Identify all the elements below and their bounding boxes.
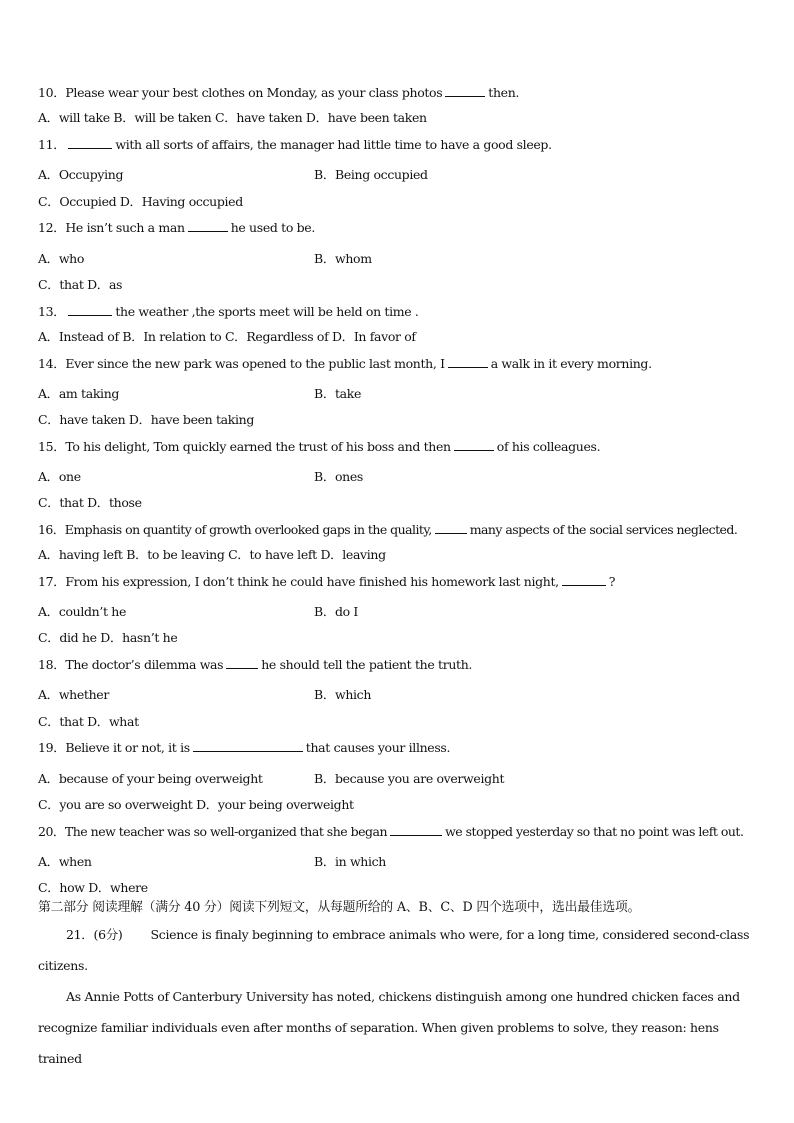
question-number: 16． <box>38 522 65 537</box>
question-13-stem <box>38 303 419 320</box>
passage-text: citizens. <box>38 958 88 973</box>
stem-text: he should tell the patient the truth. <box>261 657 473 672</box>
answer-blank <box>188 219 228 232</box>
question-number: 18． <box>38 657 66 672</box>
question-15-option-a: A．one <box>38 469 81 484</box>
question-14-option-b: B．take <box>314 386 362 401</box>
question-18-option-b: B．which <box>314 687 372 702</box>
question-18-stem <box>38 656 472 673</box>
question-number: 11． <box>38 137 66 152</box>
question-16-stem <box>38 521 737 538</box>
question-11-option-cd: C．Occupied D．Having occupied <box>38 194 243 209</box>
question-16-options: A．having left B．to be leaving C．to have left D．leaving <box>38 547 386 562</box>
passage-paragraph-2: As Annie Potts of Canterbury University has noted, chickens distinguish among one hundred chicken faces and recognize familiar individuals even after months of separation. When given problems to solve, they reason: hens trained <box>38 989 740 1066</box>
stem-text: the weather ,the sports meet will be held on time . <box>115 304 419 319</box>
stem-text: then. <box>488 85 520 100</box>
question-20-option-cd: C．how D．where <box>38 880 148 895</box>
question-14-stem <box>38 355 652 372</box>
stem-text: a walk in it every morning. <box>490 356 652 371</box>
answer-blank <box>445 84 485 97</box>
stem-text: From his expression, I don’t think he could have finished his homework last night, <box>65 574 559 589</box>
question-19-stem <box>38 739 450 756</box>
question-number: 12． <box>38 220 66 235</box>
question-19-option-b: B．because you are overweight <box>314 771 505 786</box>
answer-blank <box>448 355 488 368</box>
question-18-option-a: A．whether <box>38 687 109 702</box>
question-19-option-cd: C．you are so overweight D．your being overweight <box>38 797 354 812</box>
question-12-option-cd: C．that D．as <box>38 277 123 292</box>
question-12-stem <box>38 219 315 236</box>
answer-blank <box>226 656 258 669</box>
question-21-label: 21．(6分) <box>66 927 123 942</box>
question-number: 13． <box>38 304 66 319</box>
answer-blank <box>68 136 112 149</box>
question-17-option-a: A．couldn’t he <box>38 604 127 619</box>
section-heading: 第二部分 阅读理解（满分 40 分）阅读下列短文，从每题所给的 A、B、C、D 四个选项中，选出最佳选项。 <box>38 900 641 915</box>
stem-text: Ever since the new park was opened to the public last month, I <box>65 356 445 371</box>
question-17-option-b: B．do I <box>314 604 359 619</box>
answer-blank <box>193 739 303 752</box>
answer-blank <box>390 823 442 836</box>
stem-text: Please wear your best clothes on Monday, as your class photos <box>65 85 443 100</box>
answer-blank <box>562 573 606 586</box>
question-number: 17． <box>38 574 66 589</box>
question-11-stem <box>38 136 552 153</box>
question-14-option-cd: C．have taken D．have been taking <box>38 412 254 427</box>
question-12-option-a: A．who <box>38 251 85 266</box>
question-19-option-a: A．because of your being overweight <box>38 771 263 786</box>
stem-text: ? <box>608 574 616 589</box>
stem-text: Believe it or not, it is <box>65 740 190 755</box>
question-15-option-b: B．ones <box>314 469 363 484</box>
question-17-stem <box>38 573 615 590</box>
question-17-option-cd: C．did he D．hasn’t he <box>38 630 178 645</box>
question-18-option-cd: C．that D．what <box>38 714 139 729</box>
answer-blank <box>68 303 112 316</box>
passage-paragraph-1 <box>38 919 758 981</box>
question-10-stem <box>38 84 519 101</box>
question-20-option-b: B．in which <box>314 854 387 869</box>
question-11-option-b: B．Being occupied <box>314 167 428 182</box>
stem-text: He isn’t such a man <box>65 220 185 235</box>
question-11-option-a: A．Occupying <box>38 167 124 182</box>
question-20-option-a: A．when <box>38 854 92 869</box>
stem-text: To his delight, Tom quickly earned the trust of his boss and then <box>65 439 451 454</box>
stem-text: Emphasis on quantity of growth overlooked gaps in the quality, <box>64 522 432 537</box>
question-10-options: A．will take B．will be taken C．have taken D．have been taken <box>38 110 427 125</box>
question-12-option-b: B．whom <box>314 251 372 266</box>
question-number: 19． <box>38 740 66 755</box>
passage-text: Science is finaly beginning to embrace animals who were, for a long time, considered second-class <box>150 927 750 942</box>
stem-text: with all sorts of affairs, the manager had little time to have a good sleep. <box>115 137 552 152</box>
question-number: 10． <box>38 85 66 100</box>
stem-text: of his colleagues. <box>496 439 601 454</box>
stem-text: that causes your illness. <box>305 740 451 755</box>
stem-text: The doctor’s dilemma was <box>65 657 224 672</box>
stem-text: he used to be. <box>230 220 315 235</box>
question-13-options: A．Instead of B．In relation to C．Regardless of D．In favor of <box>38 329 416 344</box>
stem-text: we stopped yesterday so that no point was left out. <box>445 824 744 839</box>
answer-blank <box>454 438 494 451</box>
question-15-option-cd: C．that D．those <box>38 495 142 510</box>
question-number: 20． <box>38 824 65 839</box>
stem-text: many aspects of the social services neglected. <box>469 522 738 537</box>
question-15-stem <box>38 438 600 455</box>
question-number: 14． <box>38 356 66 371</box>
question-number: 15． <box>38 439 66 454</box>
question-14-option-a: A．am taking <box>38 386 120 401</box>
stem-text: The new teacher was so well-organized that she began <box>64 824 388 839</box>
question-20-stem <box>38 823 743 840</box>
answer-blank <box>435 521 467 534</box>
